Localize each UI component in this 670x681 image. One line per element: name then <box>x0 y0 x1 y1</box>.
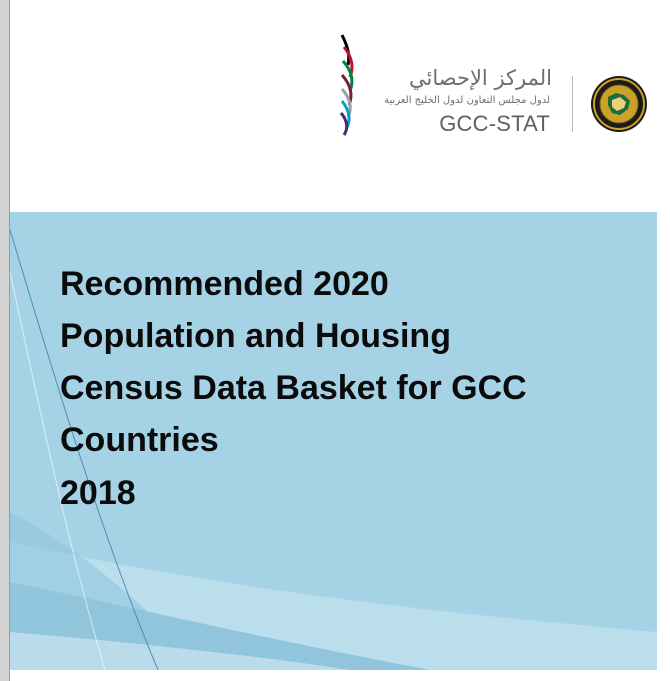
gcc-stat-ribbon-logo-icon <box>338 33 362 137</box>
logo-area <box>10 0 657 212</box>
cover-year: 2018 <box>60 474 136 512</box>
cover-title-line: Census Data Basket for GCC <box>60 369 527 407</box>
cover-bottom-margin <box>10 670 657 681</box>
cover-hero-band <box>10 212 657 670</box>
viewer-right-gutter <box>657 0 670 681</box>
logo-divider <box>572 76 573 132</box>
logo-arabic-name: المركز الإحصائي <box>409 66 552 90</box>
logo-english-name: GCC-STAT <box>439 111 550 136</box>
logo-arabic-subtitle: لدول مجلس التعاون لدول الخليج العربية <box>384 95 550 106</box>
cover-page <box>10 0 657 681</box>
cover-title-line: Countries <box>60 421 219 459</box>
cover-title-line: Recommended 2020 <box>60 265 389 303</box>
cover-title <box>60 258 640 466</box>
viewer-left-gutter <box>0 0 10 681</box>
gcc-emblem-icon <box>590 75 648 133</box>
cover-title-line: Population and Housing <box>60 317 451 355</box>
